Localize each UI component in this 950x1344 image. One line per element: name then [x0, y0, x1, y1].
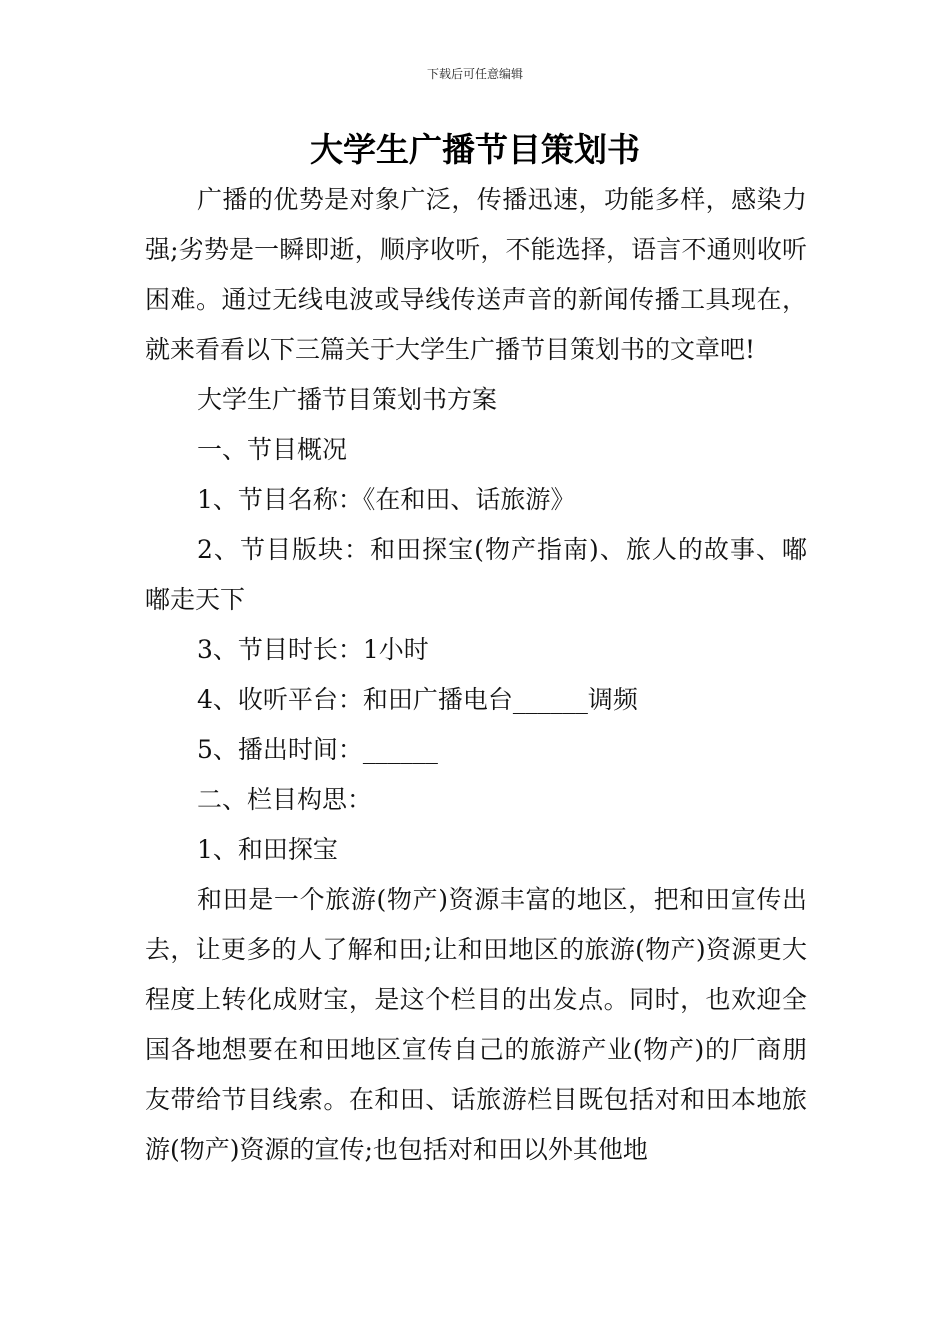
- program-duration-item: 3、节目时长：1小时: [197, 635, 429, 664]
- subsection-heading-treasure: 1、和田探宝: [197, 835, 338, 864]
- program-name-item: 1、节目名称：《在和田、话旅游》: [197, 485, 576, 514]
- intro-paragraph: 广播的优势是对象广泛，传播迅速，功能多样，感染力强;劣势是一瞬即逝，顺序收听，不能选择，语言不通则收听困难。通过无线电波或导线传送声音的新闻传播工具现在，就来看看以下三篇关于大学生广播节目策划书的文章吧!: [145, 185, 807, 364]
- program-segments-item: 2、节目版块：和田探宝(物产指南)、旅人的故事、嘟嘟走天下: [145, 535, 807, 614]
- section-heading-overview: 一、节目概况: [197, 435, 348, 464]
- plan-heading: 大学生广播节目策划书方案: [197, 385, 498, 414]
- document-title: 大学生广播节目策划书: [310, 130, 640, 169]
- section-heading-concept: 二、栏目构思：: [197, 785, 373, 814]
- treasure-paragraph: 和田是一个旅游(物产)资源丰富的地区，把和田宣传出去，让更多的人了解和田;让和田地区的旅游(物产)资源更大程度上转化成财宝，是这个栏目的出发点。同时，也欢迎全国各地想要在和田地区宣传自己的旅游产业(物产)的厂商朋友带给节目线索。在和田、话旅游栏目既包括对和田本地旅游(物产)资源的宣传;也包括对和田以外其他地: [145, 885, 807, 1164]
- broadcast-time-item: 5、播出时间：______: [197, 735, 438, 764]
- document-body: [145, 175, 807, 1175]
- listening-platform-item: 4、收听平台：和田广播电台______调频: [197, 685, 638, 714]
- download-note: 下载后可任意编辑: [426, 67, 523, 81]
